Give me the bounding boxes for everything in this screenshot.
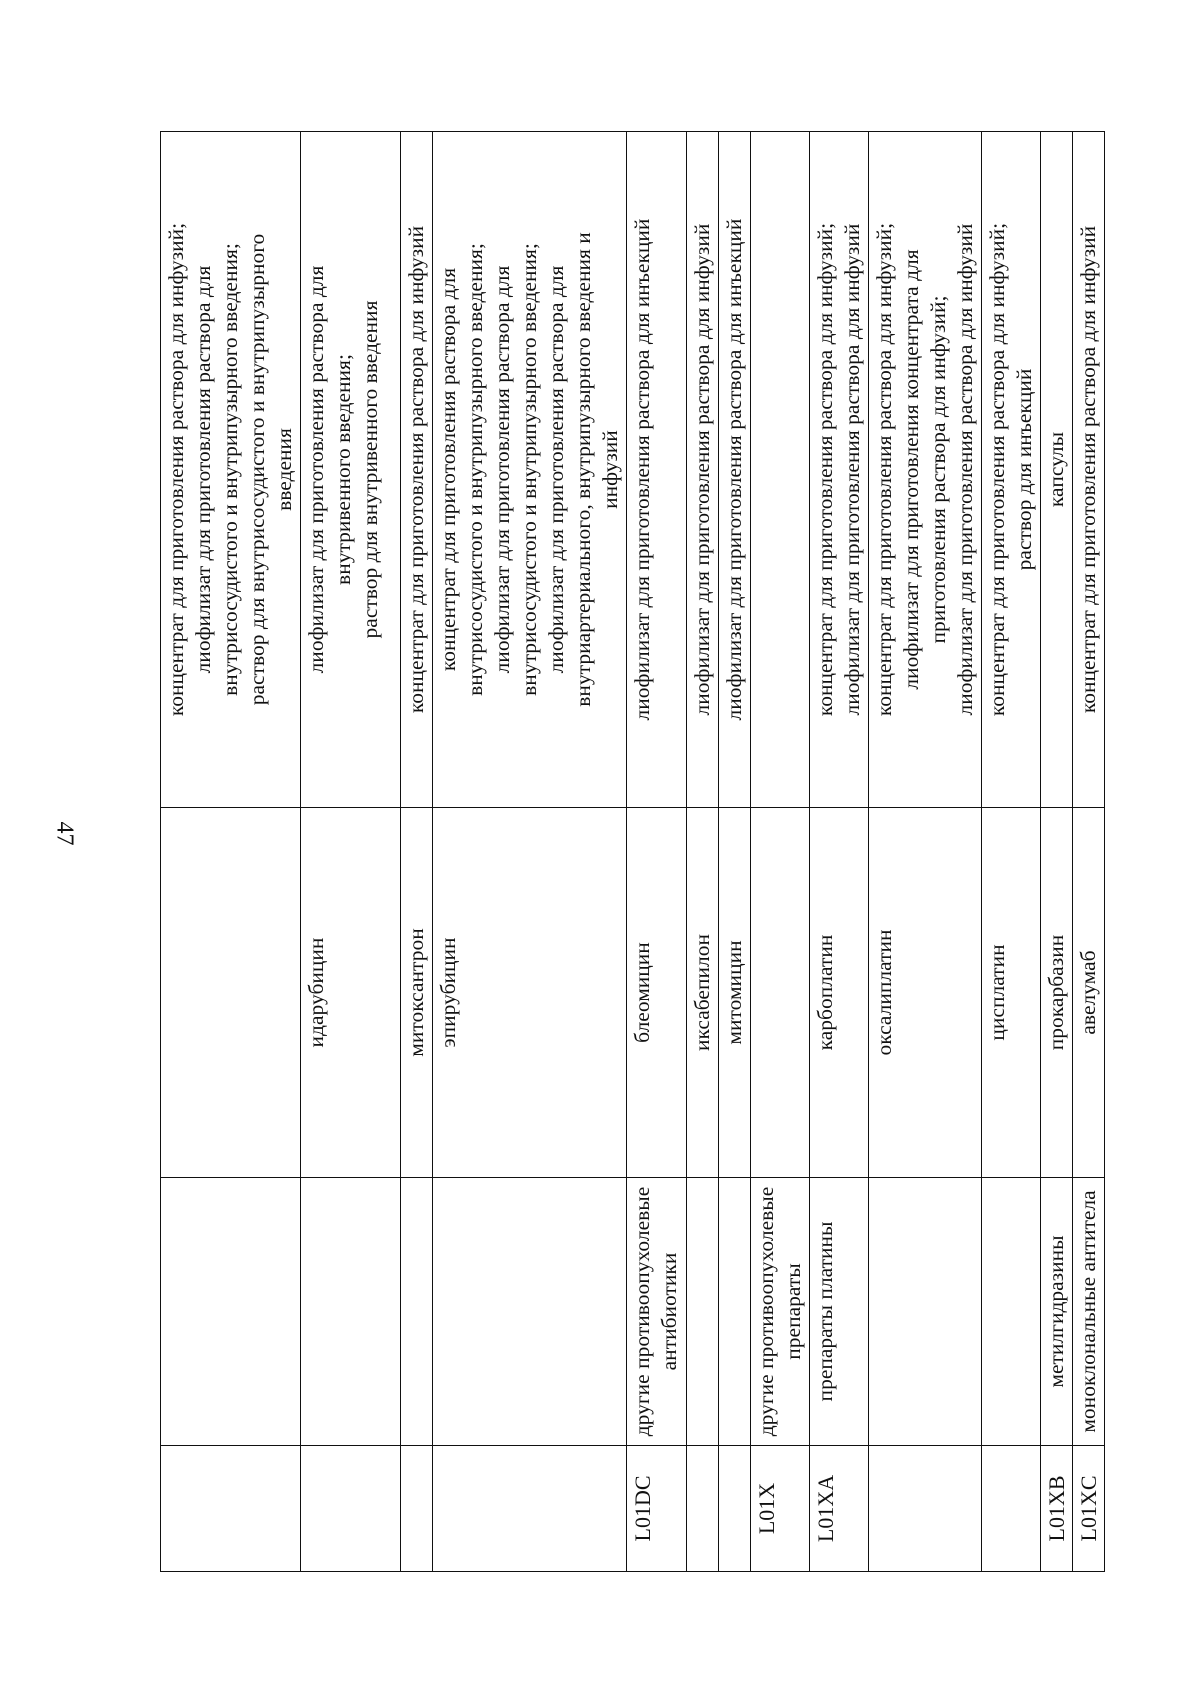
dosage-forms-cell [301,132,401,808]
group-name-cell: другие противоопухолевые антибиотики [627,1178,687,1446]
drug-name-cell: иксабепилон [687,808,719,1178]
drug-name-cell: карбоплатин [810,808,869,1178]
table-row [1041,132,1073,1572]
dosage-form-line: концентрат для приготовления раствора для [436,267,460,672]
dosage-forms-cell [627,132,687,808]
dosage-form-line: раствор для внутривенного введения [358,300,382,639]
group-name-cell [433,1178,627,1446]
dosage-forms-cell [751,132,810,808]
dosage-form-line: введения [272,428,296,511]
group-name-cell: моноклональные антитела [1073,1178,1105,1446]
drug-name-cell: идарубицин [301,808,401,1178]
drug-name-cell: митоксантрон [401,808,433,1178]
dosage-form-line: лиофилизат для приготовления раствора для [490,265,514,674]
dosage-form-line: лиофилизат для приготовления раствора для инфузий [690,223,714,716]
dosage-forms-cell [982,132,1041,808]
table-row [810,132,869,1572]
drug-name-cell: блеомицин [627,808,687,1178]
drug-table-body [161,132,1105,1572]
dosage-form-line: раствор для инъекций [1012,368,1036,571]
table-row [869,132,982,1572]
table-row [401,132,433,1572]
drug-name-cell [751,808,810,1178]
atc-code-cell [982,1446,1041,1572]
table-row [627,132,687,1572]
dosage-form-line: концентрат для приготовления раствора для инфузий; [985,222,1009,717]
dosage-form-line: концентрат для приготовления раствора для инфузий [1076,225,1100,714]
table-row [751,132,810,1572]
dosage-form-line: внутрисосудистого и внутрипузырного введения; [463,243,487,696]
atc-code-cell [869,1446,982,1572]
dosage-form-line: лиофилизат для приготовления раствора для инфузий [840,223,864,716]
group-name-cell [687,1178,719,1446]
page-number: 47 [51,821,78,846]
table-row [161,132,301,1572]
dosage-form-line: лиофилизат для приготовления раствора для [544,265,568,674]
drug-name-cell: митомицин [719,808,751,1178]
atc-code-cell: L01XC [1073,1446,1105,1572]
group-name-cell: метилгидразины [1041,1178,1073,1446]
drug-name-cell: авелумаб [1073,808,1105,1178]
group-name-cell [301,1178,401,1446]
drug-name-cell: оксалиплатин [869,808,982,1178]
dosage-form-line: приготовления раствора для инфузий; [926,295,950,644]
dosage-form-line: лиофилизат для приготовления раствора для [304,265,328,674]
dosage-form-line: внутриартериального, внутрипузырного введения и [571,232,595,707]
group-name-cell: другие противоопухолевые препараты [751,1178,810,1446]
dosage-form-line: капсулы [1044,431,1068,508]
dosage-form-line: лиофилизат для приготовления раствора для инфузий [953,223,977,716]
dosage-form-line: инфузий [598,430,622,509]
dosage-form-line: концентрат для приготовления раствора для инфузий; [813,222,837,717]
group-name-cell [401,1178,433,1446]
group-name-cell: препараты платины [810,1178,869,1446]
table-row [687,132,719,1572]
dosage-form-line: лиофилизат для приготовления раствора для инъекций [630,218,654,721]
dosage-forms-cell [1041,132,1073,808]
dosage-forms-cell [433,132,627,808]
table-row [982,132,1041,1572]
group-name-cell [161,1178,301,1446]
drug-name-cell [161,808,301,1178]
atc-code-cell [401,1446,433,1572]
dosage-forms-cell [719,132,751,808]
atc-code-cell [719,1446,751,1572]
drug-name-cell: эпирубицин [433,808,627,1178]
drug-table [160,131,1105,1572]
dosage-forms-cell [1073,132,1105,808]
atc-code-cell: L01XB [1041,1446,1073,1572]
dosage-form-line: внутрисосудистого и внутрипузырного введения; [218,243,242,696]
dosage-forms-cell [401,132,433,808]
dosage-forms-cell [869,132,982,808]
group-name-cell [869,1178,982,1446]
atc-code-cell: L01DC [627,1446,687,1572]
dosage-form-line: лиофилизат для приготовления концентрата для [899,249,923,690]
atc-code-cell [161,1446,301,1572]
rotated-page-content [160,132,1101,1572]
table-row [433,132,627,1572]
dosage-form-line: лиофилизат для приготовления раствора для [191,265,215,674]
dosage-form-line: концентрат для приготовления раствора для инфузий; [872,222,896,717]
dosage-form-line: раствор для внутрисосудистого и внутрипузырного [245,233,269,706]
dosage-form-line: концентрат для приготовления раствора для инфузий; [164,222,188,717]
group-name-cell [982,1178,1041,1446]
group-name-cell [719,1178,751,1446]
table-row [1073,132,1105,1572]
dosage-forms-cell [687,132,719,808]
dosage-forms-cell [810,132,869,808]
drug-name-cell: прокарбазин [1041,808,1073,1178]
atc-code-cell [687,1446,719,1572]
atc-code-cell: L01XA [810,1446,869,1572]
dosage-form-line: концентрат для приготовления раствора для инфузий [404,225,428,714]
table-row [301,132,401,1572]
atc-code-cell: L01X [751,1446,810,1572]
dosage-form-line: лиофилизат для приготовления раствора для инъекций [722,218,746,721]
atc-code-cell [301,1446,401,1572]
atc-code-cell [433,1446,627,1572]
drug-name-cell: цисплатин [982,808,1041,1178]
dosage-forms-cell [161,132,301,808]
table-row [719,132,751,1572]
dosage-form-line: внутривенного введения; [331,354,355,585]
dosage-form-line: внутрисосудистого и внутрипузырного введения; [517,243,541,696]
